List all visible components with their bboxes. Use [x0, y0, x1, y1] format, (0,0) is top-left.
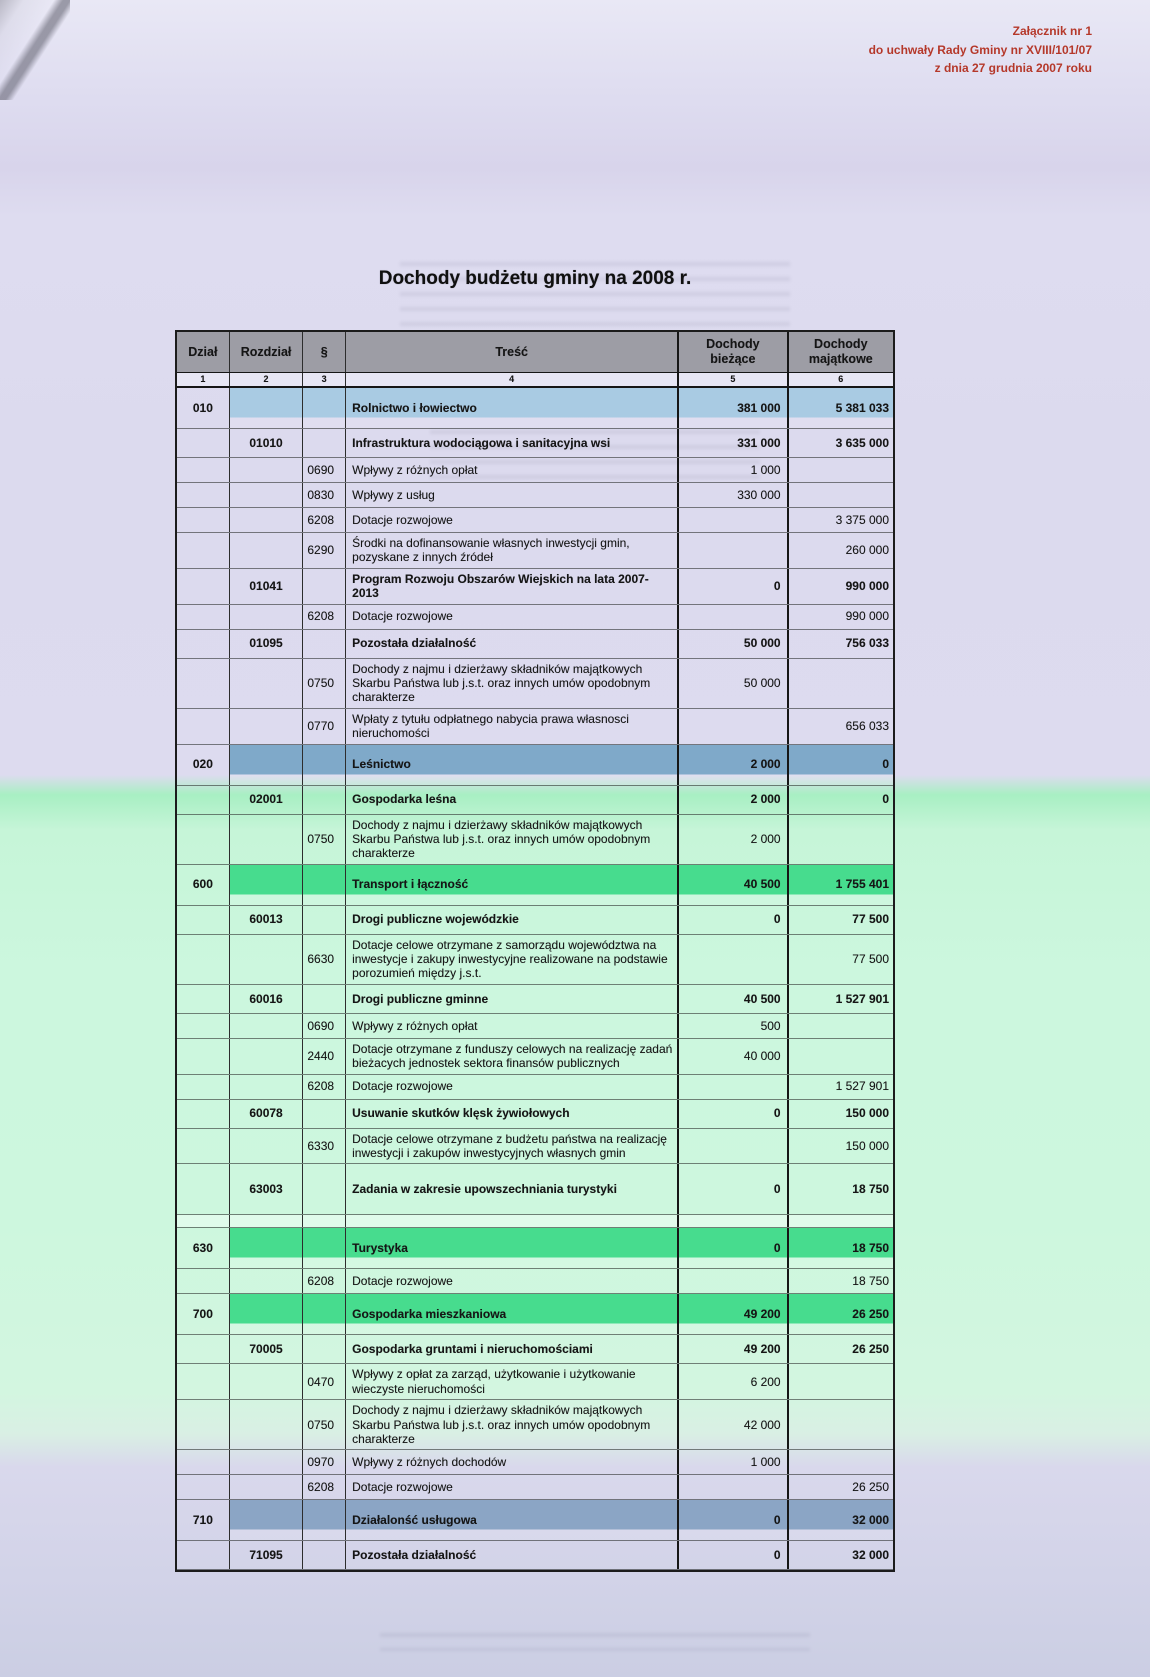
- scan-bleedthrough-artifact: [380, 1633, 810, 1651]
- cell-rozdzial: 01010: [230, 429, 304, 457]
- cell-rozdzial: 70005: [230, 1335, 304, 1363]
- cell-dzial: [177, 815, 230, 864]
- cell-tresc: Dochody z najmu i dzierżawy składników majątkowych Skarbu Państwa lub j.s.t. oraz innych umów opodobnym charakterze: [346, 815, 679, 864]
- cell-dzial: [177, 429, 230, 457]
- attachment-note: [0, 22, 1092, 78]
- cell-majatkowe: [789, 1450, 893, 1474]
- cell-dzial: [177, 569, 230, 604]
- cell-majatkowe: 3 375 000: [835, 512, 889, 527]
- cell-majatkowe: [789, 1014, 893, 1038]
- cell-majatkowe: [789, 1039, 893, 1074]
- cell-biezace: 42 000: [679, 1400, 788, 1449]
- cell-biezace: [679, 1129, 788, 1164]
- cell-rozdzial: [230, 1269, 304, 1293]
- cell-majatkowe: 756 033: [845, 636, 889, 651]
- cell-dzial: 010: [177, 388, 230, 428]
- cell-dzial: [177, 1400, 230, 1449]
- cell-biezace: 49 200: [679, 1294, 788, 1334]
- cell-rozdzial: [230, 815, 304, 864]
- table-row: [177, 533, 893, 569]
- cell-par: [303, 745, 346, 785]
- table-row: [177, 483, 893, 508]
- cell-dzial: [177, 1541, 230, 1569]
- cell-dzial: 630: [177, 1228, 230, 1268]
- table-body: [177, 388, 893, 1570]
- cell-tresc: Dotacje rozwojowe: [346, 605, 679, 629]
- cell-tresc: Usuwanie skutków klęsk żywiołowych: [346, 1100, 679, 1128]
- cell-par: 6208: [303, 508, 346, 532]
- header-cell-dochody-majatkowe: Dochody majątkowe: [789, 332, 893, 372]
- cell-dzial: [177, 985, 230, 1013]
- column-number: 6: [789, 373, 893, 386]
- table-row: [177, 1014, 893, 1039]
- cell-par: 6208: [303, 1269, 346, 1293]
- cell-rozdzial: [230, 1475, 304, 1499]
- cell-dzial: [177, 1364, 230, 1399]
- cell-rozdzial: 60016: [230, 985, 304, 1013]
- cell-par: 0970: [303, 1450, 346, 1474]
- cell-biezace: [679, 1075, 788, 1099]
- cell-majatkowe: 18 750: [852, 1274, 889, 1289]
- cell-biezace: [679, 605, 788, 629]
- table-row: [177, 1541, 893, 1570]
- cell-rozdzial: 63003: [230, 1164, 304, 1214]
- cell-tresc: Program Rozwoju Obszarów Wiejskich na lata 2007-2013: [346, 569, 679, 604]
- cell-biezace: 0: [679, 1164, 788, 1214]
- cell-par: 6208: [303, 605, 346, 629]
- cell-par: [303, 1500, 346, 1540]
- cell-biezace: 40 500: [679, 865, 788, 905]
- cell-par: [303, 630, 346, 658]
- cell-par: 0470: [303, 1364, 346, 1399]
- cell-majatkowe: 18 750: [852, 1182, 889, 1197]
- cell-par: [303, 906, 346, 934]
- table-row: [177, 1100, 893, 1129]
- cell-dzial: [177, 533, 230, 568]
- cell-rozdzial: [230, 388, 304, 428]
- cell-dzial: [177, 906, 230, 934]
- cell-majatkowe: 656 033: [845, 718, 889, 733]
- table-row: [177, 1500, 893, 1541]
- cell-dzial: [177, 786, 230, 814]
- table-row: [177, 786, 893, 815]
- cell-biezace: 40 500: [679, 985, 788, 1013]
- cell-tresc: Działalonść usługowa: [346, 1500, 679, 1540]
- cell-majatkowe: 18 750: [789, 1228, 893, 1268]
- table-row: [177, 935, 893, 985]
- cell-par: 6630: [303, 935, 346, 984]
- cell-biezace: 6 200: [679, 1364, 788, 1399]
- table-row: [177, 1215, 893, 1228]
- header-cell-rozdzial: Rozdział: [230, 332, 304, 372]
- cell-tresc: Dotacje celowe otrzymane z budżetu państwa na realizację inwestycji i zakupów inwestycyjnych własnych gmin: [346, 1129, 679, 1164]
- cell-biezace: [679, 709, 788, 744]
- cell-majatkowe: 32 000: [852, 1548, 889, 1563]
- cell-tresc: Wpływy z różnych opłat: [346, 1014, 679, 1038]
- cell-biezace: [679, 533, 788, 568]
- cell-dzial: [177, 483, 230, 507]
- cell-majatkowe: 26 250: [852, 1480, 889, 1495]
- cell-majatkowe: 32 000: [789, 1500, 893, 1540]
- header-cell-tresc: Treść: [346, 332, 679, 372]
- cell-rozdzial: [230, 745, 304, 785]
- cell-biezace: 0: [679, 906, 788, 934]
- cell-par: [303, 1335, 346, 1363]
- cell-par: 6208: [303, 1475, 346, 1499]
- cell-rozdzial: [230, 659, 304, 708]
- cell-majatkowe: 990 000: [845, 578, 889, 593]
- cell-rozdzial: [230, 1400, 304, 1449]
- table-row: [177, 1475, 893, 1500]
- table-row: [177, 1075, 893, 1100]
- cell-rozdzial: [230, 1215, 304, 1227]
- table-row: [177, 985, 893, 1014]
- cell-rozdzial: 01041: [230, 569, 304, 604]
- cell-biezace: 50 000: [679, 659, 788, 708]
- cell-dzial: [177, 508, 230, 532]
- cell-majatkowe: 1 527 901: [835, 1079, 889, 1094]
- cell-biezace: 0: [679, 1228, 788, 1268]
- table-row: [177, 630, 893, 659]
- table-row: [177, 1129, 893, 1165]
- cell-rozdzial: [230, 1075, 304, 1099]
- column-number-row: [177, 373, 893, 388]
- cell-biezace: 2 000: [679, 786, 788, 814]
- cell-par: [303, 1228, 346, 1268]
- cell-majatkowe: [789, 458, 893, 482]
- cell-biezace: 0: [679, 569, 788, 604]
- table-row: [177, 429, 893, 458]
- table-row: [177, 659, 893, 709]
- cell-par: 0830: [303, 483, 346, 507]
- cell-biezace: 331 000: [679, 429, 788, 457]
- table-row: [177, 906, 893, 935]
- table-row: [177, 815, 893, 865]
- cell-par: [303, 569, 346, 604]
- cell-majatkowe: 77 500: [852, 952, 889, 967]
- cell-par: [303, 1215, 346, 1227]
- cell-par: [303, 985, 346, 1013]
- cell-tresc: Dochody z najmu i dzierżawy składników majątkowych Skarbu Państwa lub j.s.t. oraz innych umów opodobnym charakterze: [346, 659, 679, 708]
- cell-majatkowe: [789, 483, 893, 507]
- cell-tresc: Pozostała działalność: [346, 1541, 679, 1569]
- cell-dzial: [177, 659, 230, 708]
- cell-dzial: 020: [177, 745, 230, 785]
- cell-tresc: Wpływy z opłat za zarząd, użytkowanie i użytkowanie wieczyste nieruchomości: [346, 1364, 679, 1399]
- cell-par: [303, 865, 346, 905]
- cell-tresc: Drogi publiczne gminne: [346, 985, 679, 1013]
- cell-dzial: [177, 1475, 230, 1499]
- cell-majatkowe: [789, 659, 893, 708]
- column-number: 2: [230, 373, 304, 386]
- table-row: [177, 1228, 893, 1269]
- cell-tresc: Dotacje celowe otrzymane z samorządu województwa na inwestycje i zakupy inwestycyjne realizowane na podstawie porozumień między j.s.t.: [346, 935, 679, 984]
- column-number: 1: [177, 373, 230, 386]
- cell-dzial: 710: [177, 1500, 230, 1540]
- cell-par: 0750: [303, 659, 346, 708]
- table-row: [177, 1450, 893, 1475]
- cell-tresc: Dotacje rozwojowe: [346, 1269, 679, 1293]
- cell-majatkowe: 3 635 000: [835, 435, 889, 450]
- cell-dzial: 700: [177, 1294, 230, 1334]
- cell-rozdzial: [230, 1039, 304, 1074]
- attachment-note-line: Załącznik nr 1: [1012, 24, 1092, 38]
- cell-biezace: 1 000: [679, 1450, 788, 1474]
- cell-majatkowe: 0: [789, 745, 893, 785]
- table-row: [177, 1364, 893, 1400]
- budget-table: [175, 330, 895, 1572]
- cell-majatkowe: 5 381 033: [789, 388, 893, 428]
- cell-biezace: [679, 1475, 788, 1499]
- cell-majatkowe: 77 500: [852, 912, 889, 927]
- cell-dzial: [177, 1039, 230, 1074]
- cell-par: 6330: [303, 1129, 346, 1164]
- cell-tresc: Wpływy z różnych opłat: [346, 458, 679, 482]
- page-title: Dochody budżetu gminy na 2008 r.: [378, 268, 692, 289]
- cell-rozdzial: [230, 709, 304, 744]
- column-number: 4: [346, 373, 679, 386]
- cell-rozdzial: [230, 1228, 304, 1268]
- cell-par: [303, 1164, 346, 1214]
- cell-par: [303, 1541, 346, 1569]
- cell-rozdzial: [230, 865, 304, 905]
- cell-tresc: Gospodarka leśna: [346, 786, 679, 814]
- cell-tresc: Dotacje rozwojowe: [346, 508, 679, 532]
- cell-biezace: [679, 508, 788, 532]
- table-row: [177, 508, 893, 533]
- cell-par: 6290: [303, 533, 346, 568]
- cell-rozdzial: [230, 508, 304, 532]
- cell-rozdzial: [230, 605, 304, 629]
- cell-tresc: Transport i łączność: [346, 865, 679, 905]
- cell-tresc: Rolnictwo i łowiectwo: [346, 388, 679, 428]
- cell-dzial: [177, 1450, 230, 1474]
- column-number: 5: [679, 373, 788, 386]
- cell-rozdzial: [230, 1014, 304, 1038]
- table-row: [177, 605, 893, 630]
- cell-rozdzial: 02001: [230, 786, 304, 814]
- cell-rozdzial: [230, 1294, 304, 1334]
- header-cell-paragraph: §: [303, 332, 346, 372]
- cell-biezace: [679, 1269, 788, 1293]
- cell-rozdzial: [230, 533, 304, 568]
- attachment-note-line: z dnia 27 grudnia 2007 roku: [934, 61, 1092, 76]
- cell-dzial: [177, 1215, 230, 1227]
- cell-tresc: Zadania w zakresie upowszechniania turystyki: [346, 1164, 679, 1214]
- cell-majatkowe: 1 527 901: [835, 991, 889, 1006]
- cell-majatkowe: [789, 815, 893, 864]
- cell-tresc: Dotacje rozwojowe: [346, 1475, 679, 1499]
- cell-biezace: 2 000: [679, 815, 788, 864]
- cell-rozdzial: [230, 1500, 304, 1540]
- table-row: [177, 1039, 893, 1075]
- cell-dzial: [177, 1269, 230, 1293]
- cell-par: 2440: [303, 1039, 346, 1074]
- cell-par: [303, 786, 346, 814]
- cell-par: 6208: [303, 1075, 346, 1099]
- cell-biezace: 40 000: [679, 1039, 788, 1074]
- cell-dzial: [177, 458, 230, 482]
- cell-dzial: [177, 1129, 230, 1164]
- cell-dzial: [177, 1075, 230, 1099]
- cell-par: [303, 1100, 346, 1128]
- cell-biezace: 0: [679, 1541, 788, 1569]
- table-header-row: [177, 332, 893, 373]
- table-row: [177, 865, 893, 906]
- cell-dzial: [177, 1335, 230, 1363]
- cell-rozdzial: [230, 458, 304, 482]
- attachment-note-line: do uchwały Rady Gminy nr XVIII/101/07: [868, 42, 1092, 57]
- cell-biezace: 1 000: [679, 458, 788, 482]
- cell-par: [303, 1294, 346, 1334]
- table-row: [177, 1294, 893, 1335]
- table-row: [177, 458, 893, 483]
- cell-dzial: 600: [177, 865, 230, 905]
- cell-par: 0750: [303, 1400, 346, 1449]
- cell-rozdzial: [230, 1364, 304, 1399]
- cell-rozdzial: 01095: [230, 630, 304, 658]
- cell-rozdzial: [230, 935, 304, 984]
- cell-tresc: Leśnictwo: [346, 745, 679, 785]
- cell-majatkowe: [789, 1364, 893, 1399]
- cell-tresc: Wpływy z usług: [346, 483, 679, 507]
- column-number: 3: [303, 373, 346, 386]
- table-row: [177, 709, 893, 745]
- cell-majatkowe: 26 250: [789, 1294, 893, 1334]
- cell-tresc: Gospodarka gruntami i nieruchomościami: [346, 1335, 679, 1363]
- table-row: [177, 745, 893, 786]
- header-cell-dochody-biezace: Dochody bieżące: [679, 332, 788, 372]
- cell-dzial: [177, 630, 230, 658]
- cell-biezace: 50 000: [679, 630, 788, 658]
- cell-tresc: Dochody z najmu i dzierżawy składników majątkowych Skarbu Państwa lub j.s.t. oraz innych umów opodobnym charakterze: [346, 1400, 679, 1449]
- cell-tresc: Drogi publiczne wojewódzkie: [346, 906, 679, 934]
- cell-biezace: [679, 935, 788, 984]
- cell-tresc: [346, 1215, 679, 1227]
- cell-tresc: Gospodarka mieszkaniowa: [346, 1294, 679, 1334]
- cell-tresc: Dotacje otrzymane z funduszy celowych na realizację zadań bieżacych jednostek sektora finansów publicznych: [346, 1039, 679, 1074]
- cell-majatkowe: 1 755 401: [789, 865, 893, 905]
- table-row: [177, 388, 893, 429]
- cell-biezace: 49 200: [679, 1335, 788, 1363]
- cell-rozdzial: [230, 1450, 304, 1474]
- cell-tresc: Infrastruktura wodociągowa i sanitacyjna wsi: [346, 429, 679, 457]
- cell-par: [303, 388, 346, 428]
- cell-biezace: 500: [679, 1014, 788, 1038]
- cell-par: 0690: [303, 458, 346, 482]
- cell-par: 0770: [303, 709, 346, 744]
- cell-dzial: [177, 1100, 230, 1128]
- cell-tresc: Turystyka: [346, 1228, 679, 1268]
- cell-par: 0690: [303, 1014, 346, 1038]
- cell-rozdzial: [230, 1129, 304, 1164]
- cell-tresc: Wpływy z różnych dochodów: [346, 1450, 679, 1474]
- cell-tresc: Środki na dofinansowanie własnych inwestycji gmin, pozyskane z innych źródeł: [346, 533, 679, 568]
- cell-rozdzial: 60078: [230, 1100, 304, 1128]
- cell-tresc: Wpłaty z tytułu odpłatnego nabycia prawa własnosci nieruchomości: [346, 709, 679, 744]
- cell-majatkowe: 260 000: [845, 543, 889, 558]
- cell-par: 0750: [303, 815, 346, 864]
- cell-dzial: [177, 935, 230, 984]
- table-row: [177, 1164, 893, 1215]
- cell-rozdzial: 71095: [230, 1541, 304, 1569]
- cell-biezace: 330 000: [679, 483, 788, 507]
- cell-tresc: Dotacje rozwojowe: [346, 1075, 679, 1099]
- cell-biezace: 381 000: [679, 388, 788, 428]
- cell-dzial: [177, 1164, 230, 1214]
- table-row: [177, 1269, 893, 1294]
- table-row: [177, 569, 893, 605]
- cell-rozdzial: [230, 483, 304, 507]
- cell-biezace: 0: [679, 1100, 788, 1128]
- cell-majatkowe: 0: [882, 792, 889, 807]
- cell-majatkowe: [789, 1400, 893, 1449]
- cell-dzial: [177, 605, 230, 629]
- cell-tresc: Pozostała działalność: [346, 630, 679, 658]
- cell-biezace: 0: [679, 1500, 788, 1540]
- cell-majatkowe: [789, 1215, 893, 1227]
- cell-biezace: 2 000: [679, 745, 788, 785]
- cell-majatkowe: 990 000: [845, 609, 889, 624]
- cell-majatkowe: 26 250: [852, 1342, 889, 1357]
- cell-par: [303, 429, 346, 457]
- table-row: [177, 1335, 893, 1364]
- cell-majatkowe: 150 000: [845, 1106, 889, 1121]
- table-row: [177, 1400, 893, 1450]
- cell-rozdzial: 60013: [230, 906, 304, 934]
- cell-majatkowe: 150 000: [845, 1138, 889, 1153]
- header-cell-dzial: Dział: [177, 332, 230, 372]
- cell-biezace: [679, 1215, 788, 1227]
- cell-dzial: [177, 1014, 230, 1038]
- cell-dzial: [177, 709, 230, 744]
